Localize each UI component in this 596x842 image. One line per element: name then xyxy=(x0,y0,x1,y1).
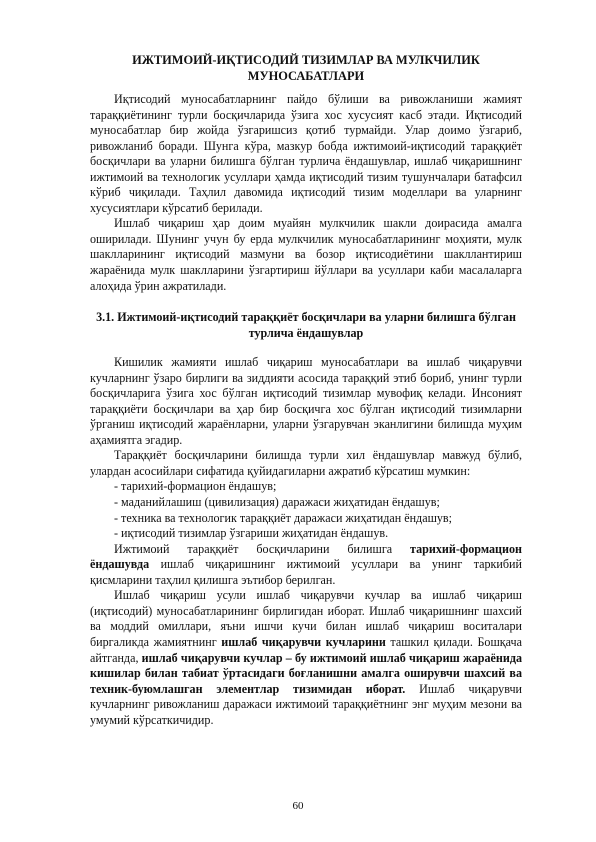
page-number: 60 xyxy=(292,800,304,812)
paragraph-text: Ижтимоий тараққиёт босқичларини билишга xyxy=(114,541,411,556)
bold-term: тарихий-формацион ёндашувда xyxy=(90,541,522,572)
approach-list-item: - иқтисодий тизимлар ўзгариши жиҳатидан ёндашув. xyxy=(114,526,389,541)
document-page xyxy=(90,52,522,728)
section-paragraph-2: Тараққиёт босқичларини билишда турли хил ёндашувлар мавжуд бўлиб, улардан асосийлари сифатида қуйидагиларни ажратиб кўрсатиш мумкин: xyxy=(90,448,522,478)
chapter-title: ИЖТИМОИЙ-ИҚТИСОДИЙ ТИЗИМЛАР ВА МУЛКЧИЛИК МУНОСАБАТЛАРИ xyxy=(132,53,480,83)
approach-list-item: - маданийлашиш (цивилизация) даражаси жиҳатидан ёндашув; xyxy=(114,495,440,510)
section-paragraph-1: Кишилик жамияти ишлаб чиқариш муносабатлари ва ишлаб чиқарувчи кучларнинг ўзаро бирлиги ва зиддияти асосида тараққий этиб бориб, унинг турли босқичларига ўзига хос бўлган иқтисодий тизимлар мувофиқ келади. Инсоният тараққиёти босқичлари ва ҳар бир босқичга хос бўлган иқтисодий тизимларни ўрганиш иқтисодий жараёнларни, уларни ўзгарувчан эканлигини билишда муҳим аҳамиятга эгадир. xyxy=(90,355,522,447)
approach-list-item: - техника ва технологик тараққиёт даражаси жиҳатидан ёндашув; xyxy=(114,510,453,525)
paragraph-text: Ишлаб чиқарувчи кучларнинг ривожланиш даражаси ижтимоий тараққиётнинг энг муҳим мезони ва умумий кўрсаткичидир. xyxy=(90,681,523,727)
section-paragraph-3 xyxy=(90,542,522,589)
bold-definition: ишлаб чиқарувчи кучлар – бу ижтимоий ишлаб чиқариш жараёнида кишилар билан табиат ўртасидаги боғланишни амалга оширувчи шахсий ва техник-буюмлашган элементлар тизимидан иборат. xyxy=(90,650,522,696)
paragraph-text: ташкил қилади. Бошқача айтганда, xyxy=(90,634,522,665)
section-paragraph-4 xyxy=(90,588,522,728)
intro-paragraph-2: Ишлаб чиқариш ҳар доим муайян мулкчилик шакли доирасида амалга оширилади. Шунинг учун бу ерда мулкчилик муносабатларининг моҳияти, мулк шаклларининг иқтисодий мазмуни ва бозор иқтисодиётини шакллантириш жараёнида мулк шаклларини ўзгартириш йўллари ва усуллари каби масалаларга алоҳида ўрин ажратилади. xyxy=(90,216,522,293)
approach-list-item: - тарихий-формацион ёндашув; xyxy=(114,479,277,494)
bold-term: ишлаб чиқарувчи кучларини xyxy=(221,634,386,649)
section-heading: 3.1. Ижтимоий-иқтисодий тараққиёт босқичлари ва уларни билишга бўлган турлича ёндашувлар xyxy=(96,310,516,341)
paragraph-text: ишлаб чиқаришнинг ижтимоий усуллари ва унинг таркибий қисмларини таҳлил қилишга эътибор берилган. xyxy=(90,557,522,587)
paragraph-text: Ишлаб чиқариш усули ишлаб чиқарувчи кучлар ва ишлаб чиқариш (иқтисодий) муносабатларининг бирлигидан иборат. Ишлаб чиқаришнинг шахсий ва моддий омиллари, яъни ишчи кучи билан ишлаб чиқариш воситалари биргаликда жамиятнинг xyxy=(90,588,522,649)
intro-paragraph-1: Иқтисодий муносабатларнинг пайдо бўлиши ва ривожланиши жамият тараққиётининг турли босқичларида ўзига хос хусусият касб этади. Иқтисодий муносабатлар бир жойда ўзгаришсиз қотиб турмайди. Улар доимо ўзгариб, ривожланиб боради. Шунга кўра, мазкур бобда ижтимоий-иқтисодий тараққиёт босқичлари ва уларни билишга бўлган турлича ёндашувлар, ишлаб чиқаришнинг ижтимоий ва технологик усуллари ҳамда иқтисодий тизим тушунчалари батафсил кўриб чиқилади. Таҳлил давомида иқтисодий тизим моделлари ва уларнинг хусусиятлари кўрсатиб берилади. xyxy=(90,92,522,215)
